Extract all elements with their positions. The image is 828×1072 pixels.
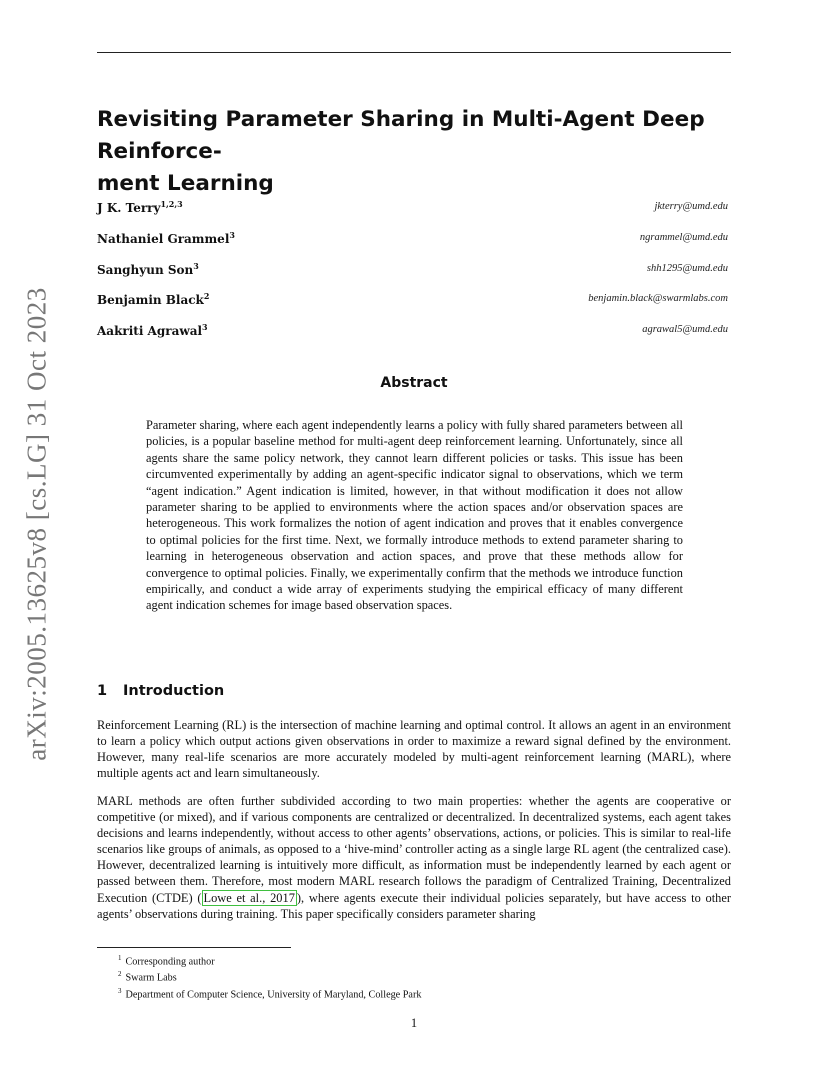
author-email[interactable]: shh1295@umd.edu bbox=[646, 263, 728, 274]
abstract-heading: Abstract bbox=[380, 375, 448, 391]
paper-title bbox=[97, 104, 737, 200]
author-name: Benjamin Black$^2$ bbox=[97, 291, 210, 307]
author-email[interactable]: agrawal5@umd.edu bbox=[642, 324, 728, 335]
top-rule bbox=[97, 52, 731, 53]
footnotes bbox=[118, 952, 421, 1001]
page-number: 1 bbox=[410, 1016, 418, 1030]
arxiv-identifier-text: arXiv:2005.13625v8 [cs.LG] 31 Oct 2023 bbox=[21, 287, 52, 761]
author-name: Sanghyun Son$^3$ bbox=[97, 261, 199, 277]
section-number: 1 bbox=[97, 683, 108, 699]
author-name: Nathaniel Grammel$^3$ bbox=[97, 230, 235, 246]
author-name: Aakriti Agrawal$^3$ bbox=[97, 322, 208, 338]
citation-link[interactable]: Lowe et al., 2017 bbox=[203, 890, 295, 905]
section-heading bbox=[97, 683, 224, 699]
footnote: $^2$ Swarm Labs bbox=[118, 970, 177, 984]
title-line-1: Revisiting Parameter Sharing in Multi-Agent Deep Reinforce- bbox=[97, 107, 705, 164]
author-name: J K. Terry$^{1,2,3}$ bbox=[97, 199, 183, 215]
author-email[interactable]: benjamin.black@swarmlabs.com bbox=[588, 293, 728, 304]
footnote-rule bbox=[97, 947, 291, 948]
section-title: Introduction bbox=[123, 683, 225, 699]
author-email[interactable]: jkterry@umd.edu bbox=[654, 201, 728, 212]
abstract-text: Parameter sharing, where each agent independently learns a policy with fully shared parameters between all policies, is a popular baseline method for multi-agent deep reinforcement learning. Unfortunately, since all agents share the same policy network, they cannot learn different policies or tasks. This issue has been circumvented experimentally by adding an agent-specific indicator signal to observations, which we term “agent indication.” Agent indication is limited, however, in that without modification it does not allow parameter sharing to be applied to environments where the action spaces and/or observation spaces are heterogeneous. This work formalizes the notion of agent indication and proves that it enables convergence to optimal policies for the first time. Next, we formally introduce methods to extend parameter sharing to learning in heterogeneous observation and action spaces, and prove that these methods allow for convergence to optimal policies. Finally, we experimentally confirm that the methods we introduce function empirically, and conduct a wide array of experiments studying the empirical efficacy of many different agent indication schemes for image based observation spaces. bbox=[146, 418, 683, 613]
title-line-2: ment Learning bbox=[97, 171, 274, 196]
footnote: $^1$ Corresponding author bbox=[118, 954, 215, 968]
footnote: $^3$ Department of Computer Science, University of Maryland, College Park bbox=[118, 986, 422, 1001]
author-email[interactable]: ngrammel@umd.edu bbox=[639, 232, 728, 243]
paragraph: Reinforcement Learning (RL) is the intersection of machine learning and optimal control. It allows an agent in an environment to learn a policy which output actions given observations in order to maximize a reward signal defined by the environment. However, many real-life scenarios are more accurately modeled by multi-agent reinforcement learning (MARL), where multiple agents act and learn simultaneously. bbox=[97, 718, 731, 781]
paragraph: MARL methods are often further subdivided according to two main properties: whether the agents are cooperative or competitive (or mixed), and if various components are centralized or decentralized. In decentralized systems, each agent takes decisions and learns independently, without access to other agents’ observations, actions, or policies. This is similar to real-life scenarios like groups of animals, as opposed to a ‘hive-mind’ controller acting as a single large RL agent (the centralized case). However, decentralized learning is intuitively more difficult, as information must be independently learned by each agent or passed between them. Therefore, most modern MARL research follows the paradigm of Centralized Training, Decentralized Execution (CTDE) ( Lowe et al., 2017 ), where agents execute their individual policies separately, but have access to other agents’ observations during training. This paper specifically considers parameter sharing bbox=[97, 794, 732, 921]
